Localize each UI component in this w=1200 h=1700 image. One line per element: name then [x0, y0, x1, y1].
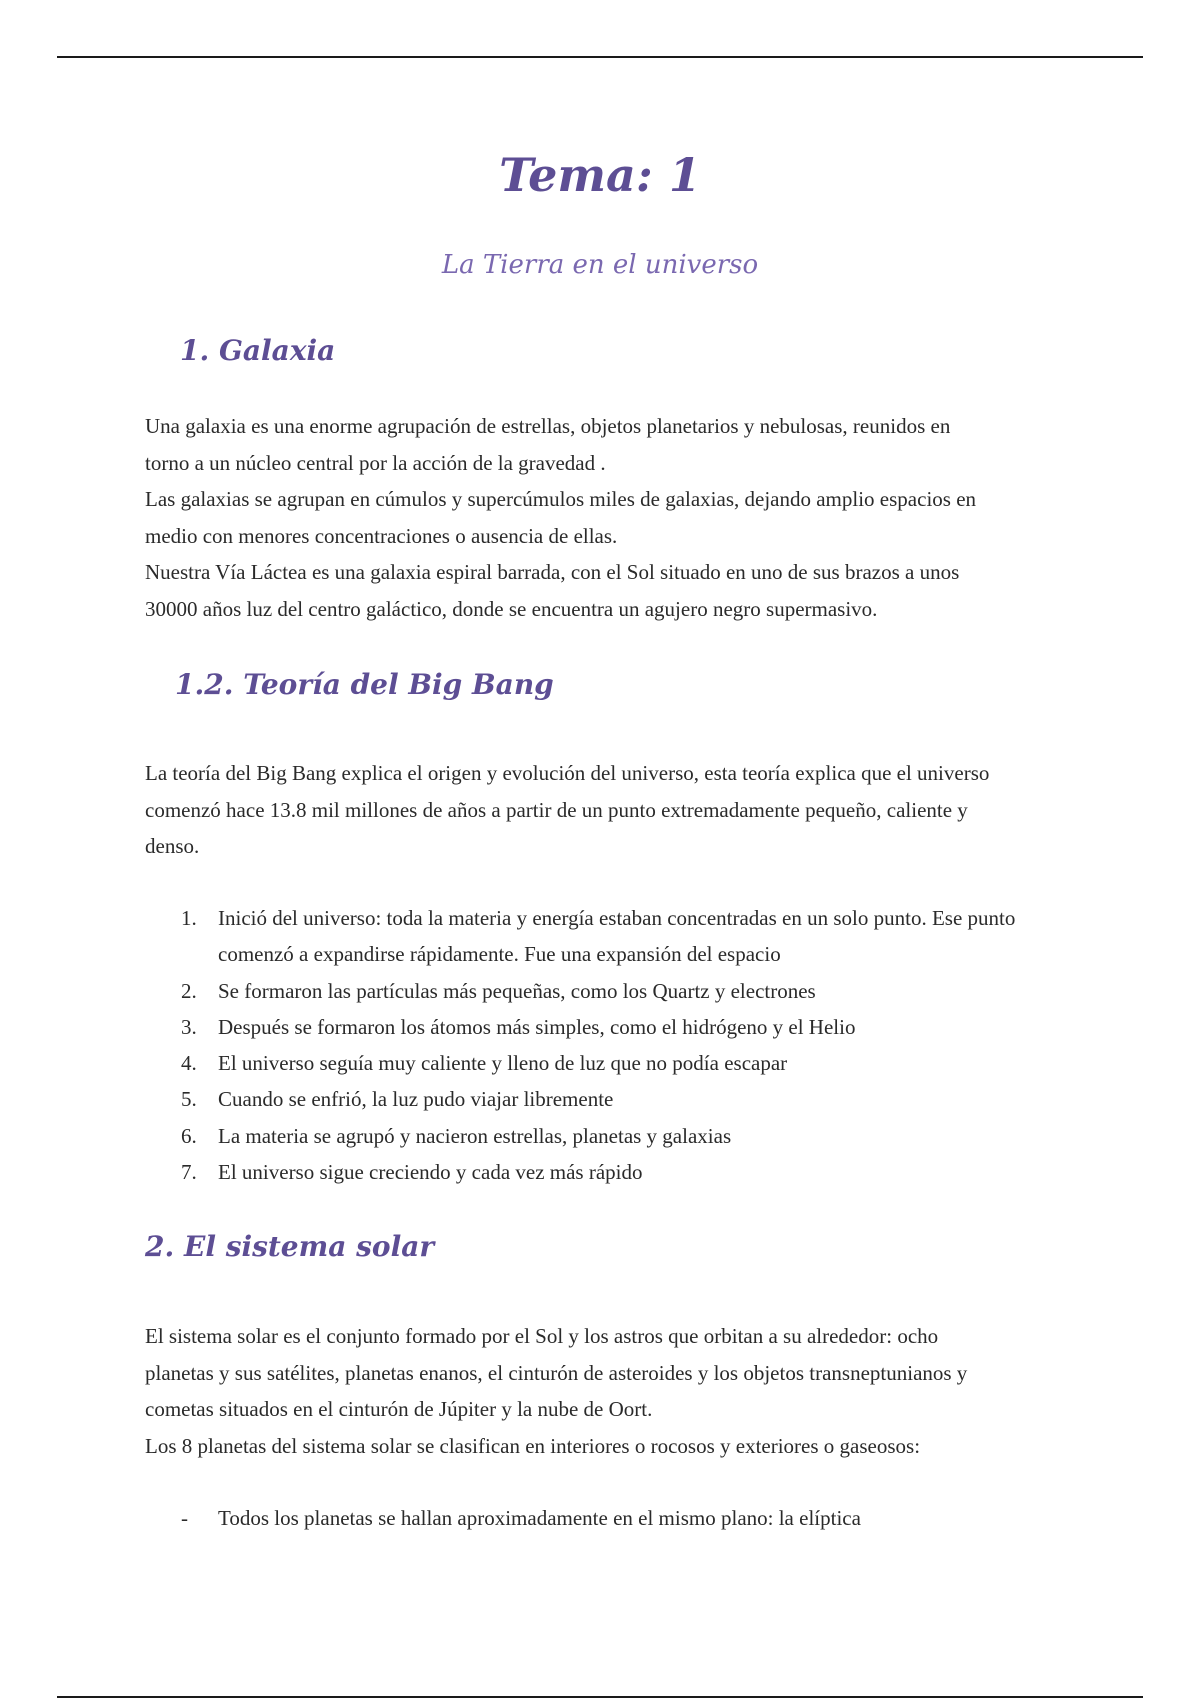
- text-line: medio con menores concentraciones o ausencia de ellas.: [145, 523, 618, 548]
- text-line: 30000 años luz del centro galáctico, donde se encuentra un agujero negro supermasivo.: [145, 596, 878, 621]
- text-line: Una galaxia es una enorme agrupación de estrellas, objetos planetarios y nebulosas, reunidos en: [145, 414, 951, 438]
- list-item: [145, 1500, 1060, 1536]
- list-item-text: La materia se agrupó y nacieron estrellas, planetas y galaxias: [218, 1123, 732, 1148]
- text-line: Las galaxias se agrupan en cúmulos y supercúmulos miles de galaxias, dejando amplio espacios en: [145, 487, 977, 511]
- text-line: planetas y sus satélites, planetas enanos, el cinturón de asteroides y los objetos transneptunianos y: [145, 1360, 968, 1385]
- list-number: 6.: [181, 1123, 197, 1148]
- bottom-rule: [57, 1696, 1143, 1698]
- list-item: [145, 1081, 1060, 1117]
- text-line: El sistema solar es el conjunto formado por el Sol y los astros que orbitan a su alrededor: ocho: [145, 1324, 939, 1348]
- text-line: comenzó hace 13.8 mil millones de años a partir de un punto extremadamente pequeño, caliente y: [145, 797, 968, 822]
- list-number: 1.: [181, 906, 197, 930]
- list-number: 2.: [181, 978, 197, 1003]
- text-line: denso.: [145, 834, 200, 858]
- paragraph-galaxia: [145, 408, 1060, 627]
- list-number: 5.: [181, 1087, 197, 1112]
- list-item-text: Cuando se enfrió, la luz pudo viajar libremente: [218, 1087, 614, 1112]
- list-item: [145, 973, 1060, 1009]
- list-item-text: Todos los planetas se hallan aproximadamente en el mismo plano: la elíptica: [218, 1506, 861, 1530]
- list-item: [145, 1154, 1060, 1190]
- text-line: Los 8 planetas del sistema solar se clasifican en interiores o rocosos y exteriores o gaseosos:: [145, 1433, 921, 1458]
- list-item: [145, 1118, 1060, 1154]
- dash-bullet: -: [181, 1506, 188, 1530]
- text-line: La teoría del Big Bang explica el origen y evolución del universo, esta teoría explica que el universo: [145, 761, 990, 785]
- text-line: Nuestra Vía Láctea es una galaxia espiral barrada, con el Sol situado en uno de sus brazos a unos: [145, 560, 960, 584]
- list-item: [145, 900, 1060, 973]
- text-line: cometas situados en el cinturón de Júpiter y la nube de Oort.: [145, 1397, 653, 1421]
- planets-bullet-list: [145, 1500, 1060, 1536]
- list-number: 4.: [181, 1051, 197, 1076]
- paragraph-sistema-solar: [145, 1318, 1060, 1464]
- list-item-text: El universo seguía muy caliente y lleno de luz que no podía escapar: [218, 1051, 788, 1076]
- list-number: 3.: [181, 1014, 197, 1039]
- list-item-text: Inició del universo: toda la materia y energía estaban concentradas en un solo punto. Ese punto comenzó a expandirse rápidamente. Fue una expansión del espacio: [218, 906, 1016, 967]
- list-item-text: El universo sigue creciendo y cada vez más rápido: [218, 1160, 643, 1185]
- big-bang-steps-list: [145, 900, 1060, 1190]
- top-rule: [57, 56, 1143, 58]
- heading-galaxia: 1. Galaxia: [180, 334, 336, 367]
- list-number: 7.: [181, 1160, 197, 1185]
- list-item-text: Después se formaron los átomos más simples, como el hidrógeno y el Helio: [218, 1014, 856, 1039]
- paragraph-big-bang: [145, 755, 1060, 865]
- page-subtitle: La Tierra en el universo: [441, 250, 759, 280]
- list-item: [145, 1045, 1060, 1081]
- text-line: torno a un núcleo central por la acción de la gravedad .: [145, 450, 606, 475]
- heading-big-bang: 1.2. Teoría del Big Bang: [175, 668, 554, 701]
- list-item: [145, 1009, 1060, 1045]
- list-item-text: Se formaron las partículas más pequeñas, como los Quartz y electrones: [218, 978, 816, 1003]
- page-title: Tema: 1: [499, 148, 701, 202]
- heading-sistema-solar: 2. El sistema solar: [145, 1230, 435, 1263]
